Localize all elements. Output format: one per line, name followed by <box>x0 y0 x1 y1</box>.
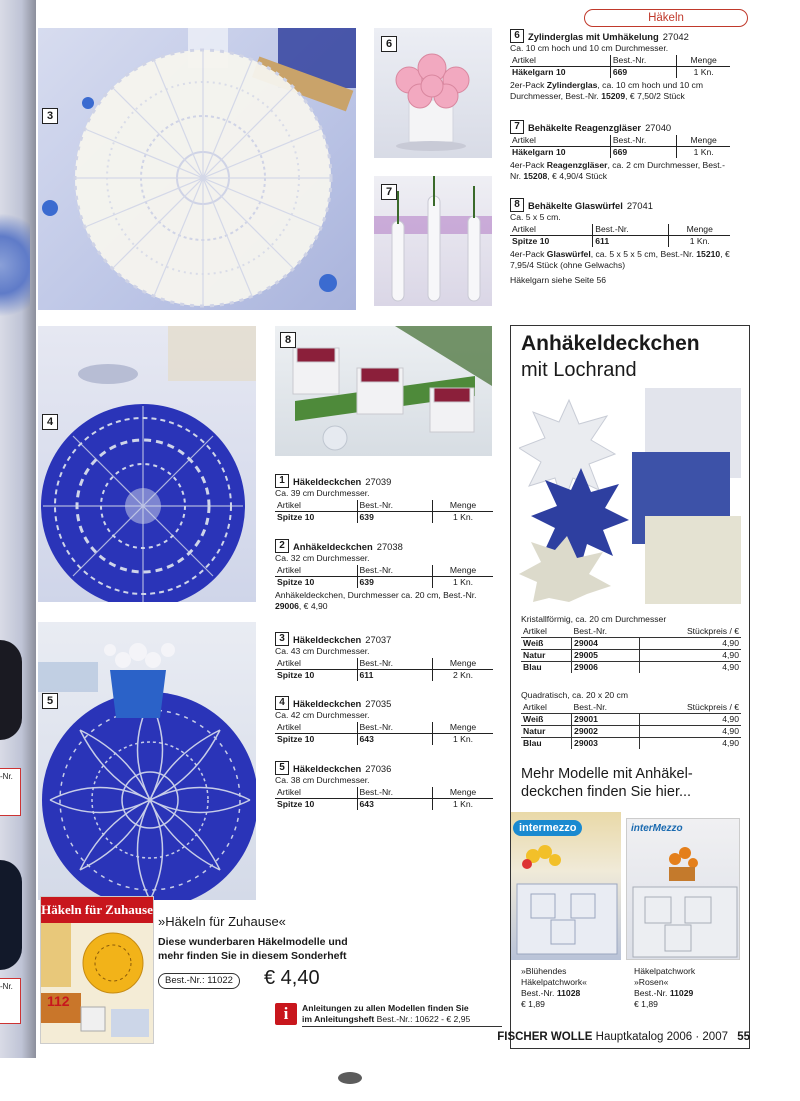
cell-price: 4,90 <box>639 662 741 674</box>
col-price: Stückpreis / € <box>686 626 739 636</box>
col-bestnr: Best.-Nr. <box>573 702 607 712</box>
col-menge: Menge <box>677 55 730 67</box>
item-code: 27035 <box>365 697 392 709</box>
cell-menge: 1 Kn. <box>433 734 493 746</box>
item-name: Häkeldeckchen <box>293 762 362 774</box>
photo-label-8: 8 <box>280 332 296 348</box>
item-desc: Ca. 32 cm Durchmesser. <box>275 553 370 563</box>
item-number: 4 <box>275 696 289 710</box>
col-bestnr: Best.-Nr. <box>357 658 433 670</box>
col-artikel: Artikel <box>275 787 357 799</box>
product-8 <box>510 198 730 286</box>
col-bestnr: Best.-Nr. <box>610 135 676 147</box>
doily-5-illustration <box>38 622 256 900</box>
cell-bestnr: 29004 <box>572 638 640 650</box>
glass-cubes-illustration <box>275 326 492 456</box>
magazine-title-2: Häkelpatchwork« <box>521 977 587 987</box>
photo-label-6: 6 <box>381 36 397 52</box>
box-title: Anhäkeldeckchen <box>521 332 700 355</box>
photo-doily-4 <box>38 326 256 602</box>
cell-artikel: Spitze 10 <box>277 734 315 744</box>
item-note: Anhäkeldeckchen, Durchmesser ca. 20 cm, Best.-Nr. 29006, € 4,90 <box>275 590 477 611</box>
magazine-cover-1[interactable] <box>511 812 621 960</box>
cover-number: 112 <box>47 993 70 1009</box>
photo-label-3: 3 <box>42 108 58 124</box>
cell-price: 4,90 <box>639 714 741 726</box>
cell-bestnr: 669 <box>610 147 676 159</box>
item-name: Behäkelte Reagenzgläser <box>528 121 642 133</box>
item-table <box>275 658 493 681</box>
cell-artikel: Spitze 10 <box>512 236 550 246</box>
footer-catalog: Hauptkatalog 2006 · 2007 <box>595 1031 728 1043</box>
item-code: 27040 <box>645 121 672 133</box>
item-number: 7 <box>510 120 524 134</box>
edge-dark-fragment <box>0 640 22 740</box>
photo-doily-5 <box>38 622 256 900</box>
edge-doily-fragment <box>0 200 30 330</box>
item-desc: Ca. 42 cm Durchmesser. <box>275 710 370 720</box>
col-menge: Menge <box>433 722 493 734</box>
item-code: 27038 <box>376 540 403 552</box>
cell-artikel: Weiß <box>521 714 572 726</box>
cell-artikel: Blau <box>521 662 572 674</box>
item-table <box>275 565 493 588</box>
scan-border-bottom <box>0 1058 800 1101</box>
edge-label-box-2: -Nr. <box>0 978 21 1024</box>
group1-desc: Kristallförmig, ca. 20 cm Durchmesser <box>521 614 667 624</box>
photo-label-7: 7 <box>381 184 397 200</box>
cell-bestnr: 611 <box>357 670 433 682</box>
item-table <box>275 787 493 810</box>
cell-menge: 1 Kn. <box>677 67 730 79</box>
col-artikel: Artikel <box>510 224 593 236</box>
item-name: Anhäkeldeckchen <box>293 540 373 552</box>
col-bestnr: Best.-Nr. <box>357 565 433 577</box>
col-artikel: Artikel <box>510 135 610 147</box>
item-table <box>275 722 493 745</box>
promo-line1: Diese wunderbaren Häkelmodelle und <box>158 936 348 948</box>
cell-artikel: Spitze 10 <box>277 670 315 680</box>
special-issue-cover[interactable] <box>40 896 154 1044</box>
promo-price: € 4,40 <box>264 967 320 989</box>
group2-table <box>521 702 741 749</box>
item-number: 8 <box>510 198 524 212</box>
yarn-reference: Häkelgarn siehe Seite 56 <box>510 275 607 285</box>
item-table <box>510 55 730 78</box>
product-7 <box>510 120 730 182</box>
col-artikel: Artikel <box>523 626 547 636</box>
edge-label-box-1: -Nr. <box>0 768 21 816</box>
col-artikel: Artikel <box>275 500 357 512</box>
item-desc: Ca. 43 cm Durchmesser. <box>275 646 370 656</box>
item-table <box>510 135 730 158</box>
item-table <box>275 500 493 523</box>
col-bestnr: Best.-Nr. <box>357 500 433 512</box>
cell-menge: 1 Kn. <box>433 577 493 589</box>
item-note: 4er-Pack Glaswürfel, ca. 5 x 5 x 5 cm, Best.-Nr. 15210, € 7,95/4 Stück (ohne Gelwachs) <box>510 249 730 270</box>
magazine-logo-intermezzo: interMezzo <box>631 823 683 834</box>
footer-brand: FISCHER WOLLE <box>497 1031 593 1043</box>
scan-smudge <box>338 1072 362 1084</box>
doilies-illustration <box>519 386 741 604</box>
cell-bestnr: 29003 <box>572 738 640 750</box>
col-bestnr: Best.-Nr. <box>610 55 676 67</box>
cell-price: 4,90 <box>639 638 741 650</box>
magazine-title: »Blühendes <box>521 966 567 976</box>
item-desc: Ca. 10 cm hoch und 10 cm Durchmesser. <box>510 43 669 53</box>
item-desc: Ca. 38 cm Durchmesser. <box>275 775 370 785</box>
cell-bestnr: 643 <box>357 734 433 746</box>
cell-bestnr: 29001 <box>572 714 640 726</box>
cell-price: 4,90 <box>639 738 741 750</box>
cell-menge: 1 Kn. <box>669 236 730 248</box>
magazine-price: € 1,89 <box>634 999 658 1009</box>
edge-dark-fragment-2 <box>0 860 22 970</box>
col-menge: Menge <box>677 135 730 147</box>
promo-title: »Häkeln für Zuhause« <box>158 914 286 929</box>
col-menge: Menge <box>433 500 493 512</box>
cell-price: 4,90 <box>639 726 741 738</box>
cell-menge: 2 Kn. <box>433 670 493 682</box>
cell-bestnr: 611 <box>593 236 669 248</box>
photo-glass-cubes-8 <box>275 326 492 456</box>
item-number: 3 <box>275 632 289 646</box>
magazine-title-2: »Rosen« <box>634 977 669 987</box>
info-icon: i <box>275 1003 297 1025</box>
previous-page-edge <box>0 0 36 1101</box>
col-bestnr: Best.-Nr. <box>573 626 607 636</box>
product-4 <box>275 696 493 745</box>
col-artikel: Artikel <box>510 55 610 67</box>
category-tab: Häkeln <box>584 9 748 27</box>
more-models-line1: Mehr Modelle mit Anhäkel- <box>521 766 693 782</box>
cell-bestnr: 29005 <box>572 650 640 662</box>
cell-bestnr: 639 <box>357 512 433 524</box>
magazine-2-illustration <box>627 839 739 959</box>
group1-table <box>521 626 741 673</box>
box-subtitle: mit Lochrand <box>521 359 637 381</box>
anhaekeldeckchen-box <box>510 325 750 1049</box>
product-2 <box>275 539 493 612</box>
cell-artikel: Natur <box>521 726 572 738</box>
item-desc: Ca. 5 x 5 cm. <box>510 212 561 222</box>
cell-artikel: Spitze 10 <box>277 577 315 587</box>
info-text <box>302 1003 502 1027</box>
item-table <box>510 224 730 247</box>
cell-artikel: Blau <box>521 738 572 750</box>
promo-line2: mehr finden Sie in diesem Sonderheft <box>158 950 347 962</box>
col-bestnr: Best.-Nr. <box>357 722 433 734</box>
item-name: Behäkelte Glaswürfel <box>528 199 623 211</box>
col-menge: Menge <box>669 224 730 236</box>
col-menge: Menge <box>433 565 493 577</box>
info-line2: im Anleitungsheft Best.-Nr.: 10622 - € 2,95 <box>302 1014 471 1024</box>
col-bestnr: Best.-Nr. <box>357 787 433 799</box>
footer <box>470 1030 750 1044</box>
magazine-bestnr: Best.-Nr. 11029 <box>634 988 694 998</box>
product-1 <box>275 474 493 523</box>
product-3 <box>275 632 493 681</box>
item-code: 27039 <box>365 475 392 487</box>
item-note: 4er-Pack Reagenzgläser, ca. 2 cm Durchmesser, Best.-Nr. 15208, € 4,90/4 Stück <box>510 160 725 181</box>
item-code: 27041 <box>626 199 653 211</box>
item-code: 27042 <box>662 30 689 42</box>
item-code: 27037 <box>365 633 392 645</box>
photo-doily-3 <box>38 28 356 310</box>
cover-title: Häkeln für Zuhause <box>41 897 153 923</box>
cell-bestnr: 669 <box>610 67 676 79</box>
col-price: Stückpreis / € <box>686 702 739 712</box>
cell-artikel: Spitze 10 <box>277 799 315 809</box>
item-desc: Ca. 39 cm Durchmesser. <box>275 488 370 498</box>
cell-bestnr: 29002 <box>572 726 640 738</box>
item-name: Häkeldeckchen <box>293 475 362 487</box>
cell-artikel: Weiß <box>521 638 572 650</box>
item-name: Zylinderglas mit Umhäkelung <box>528 30 659 42</box>
item-number: 6 <box>510 29 524 43</box>
item-name: Häkeldeckchen <box>293 633 362 645</box>
magazine-cover-2[interactable] <box>626 818 740 960</box>
cell-menge: 1 Kn. <box>677 147 730 159</box>
col-bestnr: Best.-Nr. <box>593 224 669 236</box>
magazine-price: € 1,89 <box>521 999 545 1009</box>
promo-bestnr-badge: Best.-Nr.: 11022 <box>158 973 240 989</box>
item-number: 1 <box>275 474 289 488</box>
photo-label-4: 4 <box>42 414 58 430</box>
col-artikel: Artikel <box>275 658 357 670</box>
cell-bestnr: 29006 <box>572 662 640 674</box>
col-artikel: Artikel <box>523 702 547 712</box>
cell-artikel: Häkelgarn 10 <box>512 147 566 157</box>
doily-3-illustration <box>38 28 356 310</box>
magazine-logo-intermezzo: intermezzo <box>513 820 582 836</box>
doily-4-illustration <box>38 326 256 602</box>
item-name: Häkeldeckchen <box>293 697 362 709</box>
info-line1: Anleitungen zu allen Modellen finden Sie <box>302 1003 469 1013</box>
item-code: 27036 <box>365 762 392 774</box>
cell-artikel: Natur <box>521 650 572 662</box>
magazine-2-info <box>634 966 739 1010</box>
product-6 <box>510 29 730 102</box>
product-5 <box>275 761 493 810</box>
cell-bestnr: 643 <box>357 799 433 811</box>
photo-label-5: 5 <box>42 693 58 709</box>
more-models-line2: deckchen finden Sie hier... <box>521 784 692 800</box>
group2-desc: Quadratisch, ca. 20 x 20 cm <box>521 690 628 700</box>
magazine-1-info <box>521 966 626 1010</box>
cell-menge: 1 Kn. <box>433 799 493 811</box>
col-menge: Menge <box>433 787 493 799</box>
item-number: 2 <box>275 539 289 553</box>
cell-bestnr: 639 <box>357 577 433 589</box>
magazine-1-illustration <box>511 842 621 960</box>
magazine-bestnr: Best.-Nr. 11028 <box>521 988 581 998</box>
cell-price: 4,90 <box>639 650 741 662</box>
cover-illustration <box>41 923 153 1043</box>
col-menge: Menge <box>433 658 493 670</box>
cell-artikel: Spitze 10 <box>277 512 315 522</box>
cell-artikel: Häkelgarn 10 <box>512 67 566 77</box>
cell-menge: 1 Kn. <box>433 512 493 524</box>
page-number: 55 <box>737 1031 750 1043</box>
item-number: 5 <box>275 761 289 775</box>
item-note: 2er-Pack Zylinderglas, ca. 10 cm hoch und 10 cm Durchmesser, Best.-Nr. 15209, € 7,50/2 Stück <box>510 80 703 101</box>
col-artikel: Artikel <box>275 565 357 577</box>
col-artikel: Artikel <box>275 722 357 734</box>
magazine-title: Häkelpatchwork <box>634 966 696 976</box>
